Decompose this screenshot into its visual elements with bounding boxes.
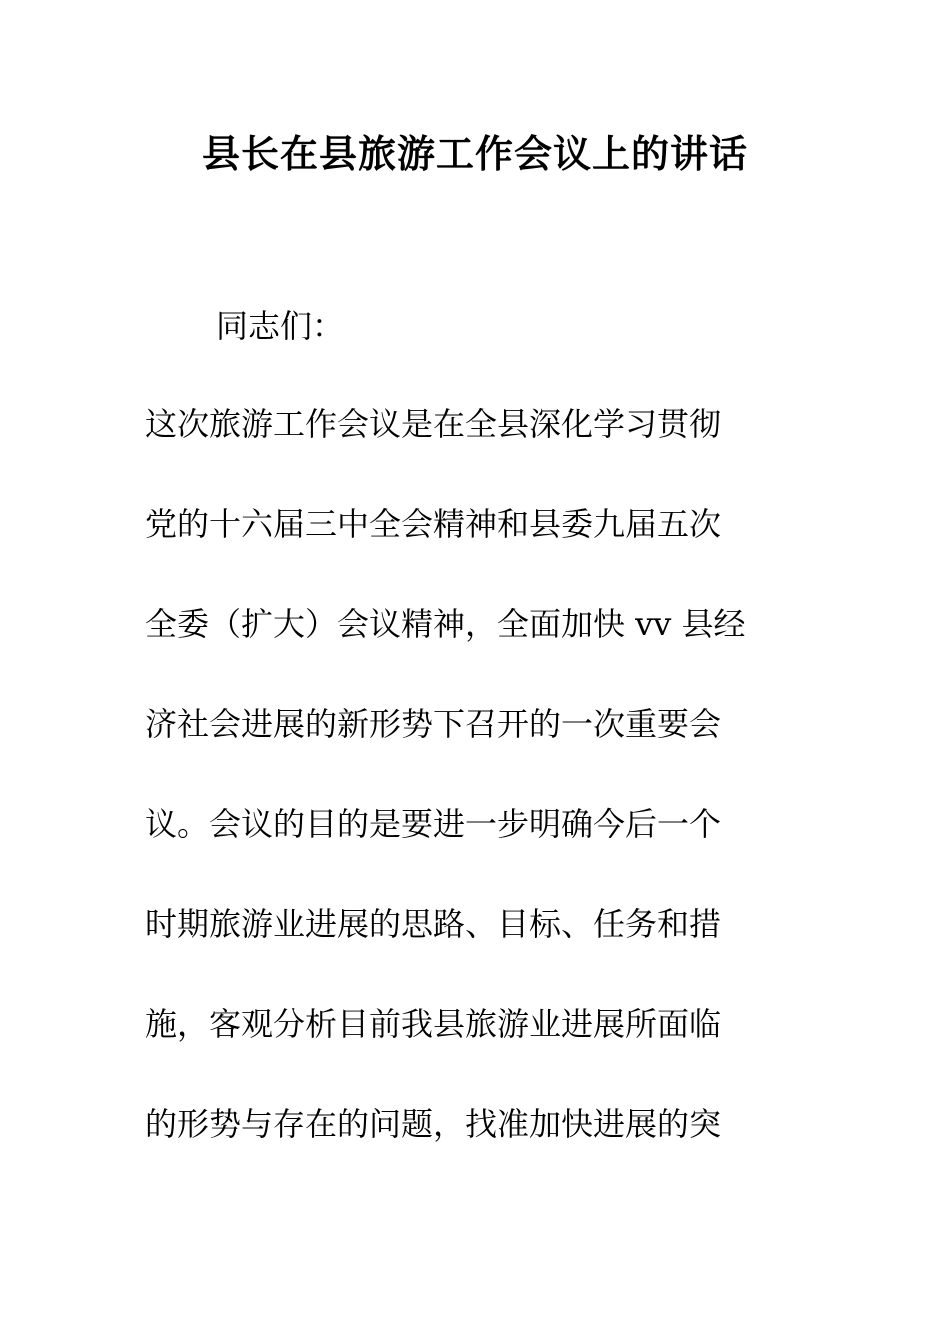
body-line: 议。会议的目的是要进一步明确今后一个 bbox=[145, 805, 722, 843]
body-line: 施，客观分析目前我县旅游业进展所面临 bbox=[145, 1005, 722, 1043]
document-title: 县长在县旅游工作会议上的讲话 bbox=[201, 131, 748, 176]
body-line: 全委（扩大）会议精神，全面加快 vv 县经 bbox=[145, 605, 746, 643]
salutation: 同志们： bbox=[216, 307, 345, 345]
body-line: 这次旅游工作会议是在全县深化学习贯彻 bbox=[145, 405, 722, 443]
body-line: 时期旅游业进展的思路、目标、任务和措 bbox=[145, 905, 722, 943]
body-line: 的形势与存在的问题，找准加快进展的突 bbox=[145, 1105, 722, 1143]
body-line: 党的十六届三中全会精神和县委九届五次 bbox=[145, 505, 722, 543]
body-paragraph bbox=[145, 400, 805, 1200]
body-line: 济社会进展的新形势下召开的一次重要会 bbox=[145, 705, 722, 743]
